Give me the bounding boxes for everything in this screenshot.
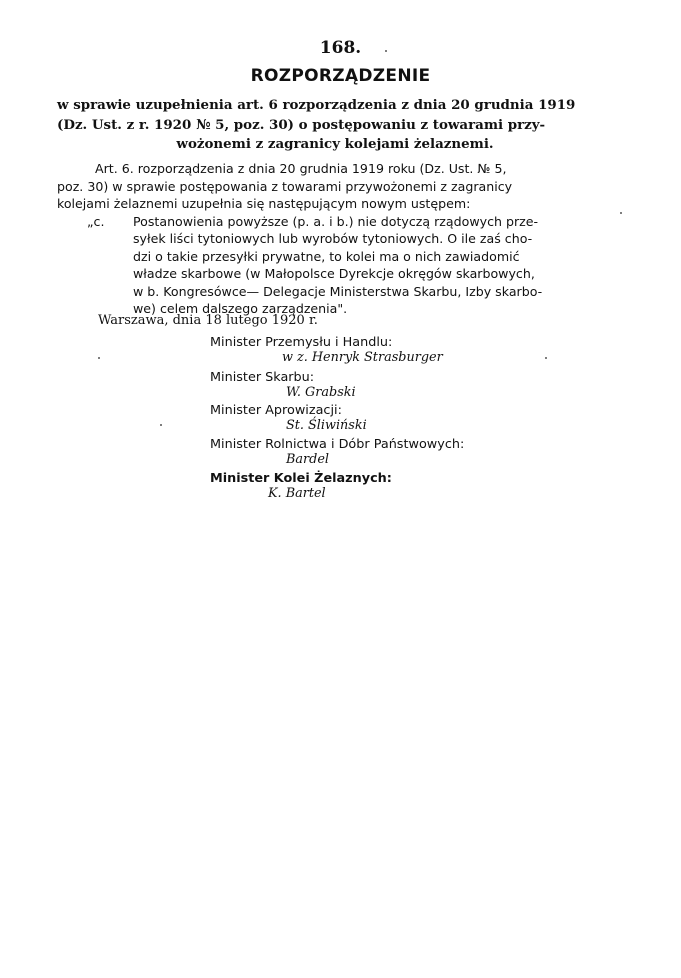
subject-line: (Dz. Ust. z r. 1920 № 5, poz. 30) o postępowaniu z towarami przy- (57, 116, 546, 133)
body-line: w b. Kongresówce— Delegacje Ministerstwa Skarbu, Izby skarbo- (133, 283, 543, 299)
signature-block (210, 335, 443, 365)
document-heading: ROZPORZĄDZENIE (250, 66, 431, 86)
signature-block (210, 437, 464, 467)
document-body (57, 160, 617, 318)
body-line: we) celem dalszego zarządzenia". (133, 301, 348, 316)
signature-name: K. Bartel (268, 486, 326, 501)
print-speck (160, 424, 162, 426)
signature-name: W. Grabski (286, 385, 356, 400)
body-line: kolejami żelaznemi uzupełnia się następującym nowym ustępem: (57, 196, 471, 211)
signature-block (210, 471, 392, 501)
place-and-date: Warszawa, dnia 18 lutego 1920 r. (98, 313, 318, 328)
signature-role: Minister Skarbu: (210, 370, 315, 385)
signature-role: Minister Aprowizacji: (210, 403, 342, 418)
document-subject (57, 96, 613, 155)
print-speck (620, 212, 622, 214)
signature-name: Bardel (286, 452, 330, 467)
body-line: dzi o takie przesyłki prywatne, to kolei ma o nich zawiadomić (133, 248, 520, 264)
print-speck (545, 357, 547, 359)
item-label: „c. (87, 213, 105, 229)
body-line: władze skarbowe (w Małopolsce Dyrekcje okręgów skarbowych, (133, 266, 535, 281)
signature-name: St. Śliwiński (286, 418, 367, 433)
signature-role: Minister Przemysłu i Handlu: (210, 335, 393, 350)
body-line: Postanowienia powyższe (p. a. i b.) nie dotyczą rządowych prze- (133, 213, 539, 229)
subject-line: w sprawie uzupełnienia art. 6 rozporządzenia z dnia 20 grudnia 1919 (57, 97, 576, 113)
page-number: 168. (319, 38, 362, 58)
body-line: syłek liści tytoniowych lub wyrobów tytoniowych. O ile zaś cho- (133, 231, 533, 246)
signature-role: Minister Rolnictwa i Dóbr Państwowych: (210, 437, 465, 452)
print-speck (98, 357, 100, 359)
signature-role: Minister Kolei Żelaznych: (210, 471, 392, 486)
item-first-line (57, 213, 617, 231)
subject-line: wożonemi z zagranicy kolejami żelaznemi. (176, 136, 494, 152)
body-line: Art. 6. rozporządzenia z dnia 20 grudnia 1919 roku (Dz. Ust. № 5, (95, 161, 507, 176)
signature-block (210, 403, 367, 433)
print-speck (385, 50, 387, 52)
body-line: poz. 30) w sprawie postępowania z towarami przywożonemi z zagranicy (57, 178, 513, 194)
signature-name: w z. Henryk Strasburger (282, 350, 443, 365)
signature-block (210, 370, 356, 400)
